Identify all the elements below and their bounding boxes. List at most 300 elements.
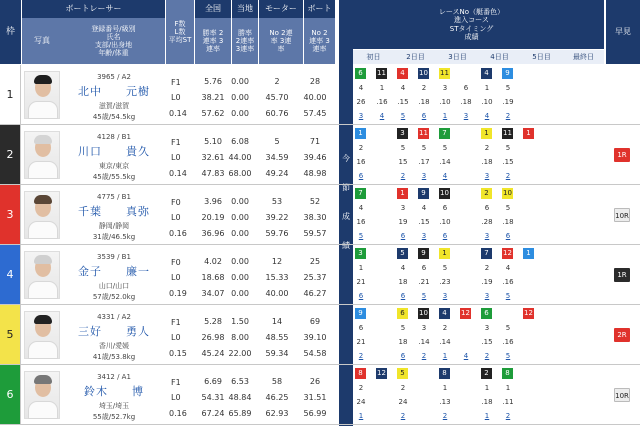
motor-stat: 59.76 [265,229,289,238]
course-value: 4 [421,204,427,212]
st-timing: .14 [439,338,451,346]
local-stat: 65.89 [228,409,252,418]
age-weight: 31歳/46.5kg [92,233,136,241]
race-number-box[interactable]: 1 [397,188,408,199]
course-value: 1 [442,384,448,392]
racer-photo[interactable] [24,191,60,239]
course-value: 2 [421,84,427,92]
finish-result[interactable]: 5 [505,352,511,360]
st-timing: .18 [418,98,430,106]
st-timing: .13 [439,398,451,406]
racer-row [0,65,640,125]
registration-class: 4128 / B1 [97,133,131,141]
st-timing: .15 [481,338,493,346]
race-number-box[interactable]: 9 [418,248,429,259]
racer-photo[interactable] [24,71,60,119]
st-timing: .18 [460,98,472,106]
branch-origin: 東京/東京 [98,162,130,170]
racer-row [0,305,640,365]
national-stat: 57.62 [201,109,225,118]
race-number-box[interactable]: 12 [377,369,386,377]
race-number-box[interactable]: 8 [355,368,366,379]
racer-name-link[interactable]: 千葉 真弥 [78,205,150,218]
registration-class: 4331 / A2 [97,313,131,321]
photo-body [28,221,58,239]
local-stat: 8.00 [231,333,249,342]
racer-info [62,365,166,424]
racer-info [62,65,166,124]
motor-stat: 39.22 [265,213,289,222]
race-number-box[interactable]: 4 [481,68,492,79]
local-stat: 0.00 [231,109,249,118]
course-value: 3 [442,84,448,92]
national-stat: 5.10 [204,137,222,146]
course-value: 5 [442,144,448,152]
racer-row [0,125,640,185]
motor-stat: 40.00 [265,289,289,298]
finish-result[interactable]: 2 [505,112,511,120]
race-number-box[interactable]: 12 [503,249,512,257]
photo-body [28,401,58,419]
finish-result[interactable]: 3 [421,172,427,180]
st-timing: .17 [418,158,430,166]
course-value: 1 [379,84,385,92]
photo-hair [34,315,52,324]
st-timing: .15 [397,98,409,106]
national-stat: 45.24 [201,349,225,358]
race-number-box[interactable]: 3 [355,248,366,259]
race-number-box[interactable]: 10 [503,189,512,197]
race-number-box[interactable]: 12 [461,309,470,317]
national-stat: 32.61 [201,153,225,162]
boat-stat: 48.98 [303,169,327,178]
course-value: 5 [505,144,511,152]
early-race-badge[interactable]: 1R [614,148,630,162]
st-timing: .10 [481,98,493,106]
national-stat: 38.21 [201,93,225,102]
finish-result[interactable]: 6 [442,232,448,240]
age-weight: 45歳/55.5kg [92,173,136,181]
age-header: 年齢/体重 [98,49,129,58]
race-number-box[interactable]: 11 [377,69,386,77]
racer-name-link[interactable]: 三好 勇人 [78,325,150,338]
boat-stat: 26 [309,377,321,386]
racer-photo[interactable] [24,251,60,299]
course-value: 5 [505,204,511,212]
finish-result[interactable]: 4 [442,172,448,180]
photo-header: 写真 [22,18,62,64]
day-label: 初日 [366,53,381,61]
course-value: 1 [484,84,490,92]
course-value: 2 [484,264,490,272]
race-number-box[interactable]: 10 [419,309,428,317]
race-number-box[interactable]: 4 [439,308,450,319]
course-value: 4 [400,264,406,272]
lane-number: 5 [0,305,21,364]
motor-stat: 12 [271,257,283,266]
finish-result[interactable]: 4 [463,352,469,360]
racer-name-link[interactable]: 鈴木 博 [84,385,144,398]
st-timing: 26 [356,98,366,106]
f-count: F0 [171,198,181,207]
st-timing: .16 [376,98,388,106]
race-number-box[interactable]: 2 [481,188,492,199]
racer-name-link[interactable]: 金子 廉一 [78,265,150,278]
national-stat: 36.96 [201,229,225,238]
finish-result[interactable]: 5 [505,292,511,300]
race-number-box[interactable]: 7 [439,128,450,139]
motor-header: モーター [259,0,303,18]
course-value: 5 [505,324,511,332]
finish-result[interactable]: 2 [421,352,427,360]
course-value: 2 [400,384,406,392]
boat-stat: 39.46 [303,153,327,162]
course-value: 1 [505,384,511,392]
race-record-header [339,0,604,49]
course-value: 2 [358,384,364,392]
st-header: 平均ST [168,36,192,45]
finish-result[interactable]: 6 [400,352,406,360]
f-header: F数 [174,19,186,28]
national-stat: 20.19 [201,213,225,222]
race-record-grid [353,68,533,124]
motor-stat: 48.55 [265,333,289,342]
course-value: 6 [358,324,364,332]
finish-result[interactable]: 6 [358,292,364,300]
racer-photo[interactable] [24,131,60,179]
local-stat: 0.00 [231,273,249,282]
st-timing: 24 [398,398,408,406]
motor-stat: 5 [274,137,280,146]
local-stat: 0.00 [231,213,249,222]
race-number-box[interactable]: 8 [439,368,450,379]
race-number-box[interactable]: 12 [524,309,533,317]
photo-body [28,281,58,299]
finish-result[interactable]: 3 [358,112,364,120]
st-timing: .19 [481,278,493,286]
course-value: 4 [358,84,364,92]
st-timing: 18 [398,338,408,346]
national-stat: 5.28 [204,317,222,326]
day-label: 2日目 [406,53,425,61]
racer-name-link[interactable]: 北中 元樹 [78,85,150,98]
day-label: 最終日 [573,53,594,61]
finish-result[interactable]: 2 [358,352,364,360]
finish-result[interactable]: 3 [421,232,427,240]
st-timing: .18 [481,398,493,406]
session-label-3: 成 [342,212,350,221]
branch-origin: 滋賀/滋賀 [98,102,130,110]
racer-name-link[interactable]: 川口 貴久 [78,145,150,158]
race-number-box[interactable]: 10 [419,69,428,77]
photo-body [28,101,58,119]
st-timing: .18 [481,158,493,166]
age-weight: 57歳/52.0kg [92,293,136,301]
name-header: 氏名 [106,32,121,41]
photo-hair [34,75,52,84]
boat-stat: 59.57 [303,229,327,238]
boat-stat: 28 [309,77,321,86]
boat-stat: 52 [309,197,321,206]
photo-hair [34,255,52,264]
race-number-box[interactable]: 1 [481,128,492,139]
lane-number: 4 [0,245,21,304]
photo-body [28,341,58,359]
national-stat: 5.76 [204,77,222,86]
finish-result[interactable]: 1 [358,412,364,420]
local-stat: 0.00 [231,93,249,102]
racer-group-header: ボートレーサー [22,0,165,18]
course-header: 進入コース [454,16,489,25]
local-stat: 44.00 [228,153,252,162]
racer-photo[interactable] [24,371,60,419]
racer-row [0,245,640,305]
st-timing: .16 [502,338,514,346]
course-value: 3 [400,204,406,212]
boat-stat: 56.99 [303,409,327,418]
finish-result[interactable]: 4 [379,112,385,120]
finish-result[interactable]: 5 [400,112,406,120]
boat-stat: 71 [309,137,321,146]
st-timing-header: STタイミング [449,24,494,33]
racer-photo[interactable] [24,311,60,359]
local-stat: 6.53 [231,377,249,386]
registration-class: 4775 / B1 [97,193,131,201]
session-label-4: 績 [342,241,350,250]
st-timing: .23 [439,278,451,286]
lane-number: 1 [0,65,21,124]
race-number-box[interactable]: 3 [397,128,408,139]
age-weight: 45歳/54.5kg [92,113,136,121]
racer-info [62,305,166,364]
boat-stat: 57.45 [303,109,327,118]
st-timing: 21 [356,338,366,346]
motor-stat: 58 [271,377,283,386]
boat-sub-header: No 2連率 3連率 [304,18,335,64]
photo-hair [34,135,52,144]
st-timing: .28 [481,218,493,226]
finish-result[interactable]: 3 [463,112,469,120]
finish-result[interactable]: 3 [442,292,448,300]
race-number-box[interactable]: 9 [418,188,429,199]
motor-stat: 59.34 [265,349,289,358]
finish-result[interactable]: 1 [442,352,448,360]
finish-result[interactable]: 4 [484,112,490,120]
boat-stat: 38.30 [303,213,327,222]
national-stat: 54.31 [201,393,225,402]
race-number-box[interactable]: 10 [440,189,449,197]
avg-st: 0.19 [169,289,187,298]
l-count: L0 [171,273,181,282]
racer-info [62,125,166,184]
national-stat: 3.96 [204,197,222,206]
lane-number: 2 [0,125,21,184]
finish-result[interactable]: 6 [358,172,364,180]
registration-class: 3539 / B1 [97,253,131,261]
course-value: 6 [442,204,448,212]
st-timing: 16 [356,158,366,166]
l-count: L0 [171,153,181,162]
finish-result[interactable]: 6 [505,232,511,240]
course-value: 5 [400,144,406,152]
national-stat: 26.98 [201,333,225,342]
racer-info [62,185,166,244]
finish-result[interactable]: 6 [400,292,406,300]
race-number-box[interactable]: 5 [397,368,408,379]
motor-stat: 62.93 [265,409,289,418]
st-timing: .18 [502,218,514,226]
local-stat: 22.00 [228,349,252,358]
l-header: L数 [174,27,186,36]
national-stat: 18.68 [201,273,225,282]
st-timing: 16 [356,218,366,226]
national-stat: 4.02 [204,257,222,266]
boat-header: ボート [304,0,335,18]
race-number-box[interactable]: 7 [355,188,366,199]
national-sub-header: 勝率 2連率 3連率 [195,18,231,64]
st-timing: 24 [356,398,366,406]
branch-header: 支部/出身地 [94,41,133,49]
race-number-box[interactable]: 4 [397,68,408,79]
local-stat: 68.00 [228,169,252,178]
branch-origin: 埼玉/埼玉 [98,402,130,410]
finish-result[interactable]: 2 [484,352,490,360]
age-weight: 41歳/53.8kg [92,353,136,361]
lane-number: 6 [0,365,21,424]
f-count: F1 [171,78,181,87]
race-record-grid [353,308,533,364]
st-timing: 18 [398,278,408,286]
l-count: L0 [171,393,181,402]
boat-stat: 39.10 [303,333,327,342]
finish-result[interactable]: 5 [358,232,364,240]
early-race-badge[interactable]: 10R [614,208,630,222]
course-value: 3 [484,324,490,332]
finish-result[interactable]: 3 [484,232,490,240]
race-number-box[interactable]: 6 [355,68,366,79]
photo-body [28,161,58,179]
boat-stat: 54.58 [303,349,327,358]
race-number-box[interactable]: 11 [503,129,512,137]
course-value: 5 [400,324,406,332]
finish-result[interactable]: 2 [505,412,511,420]
race-number-box[interactable]: 11 [440,69,449,77]
st-timing: .10 [439,218,451,226]
st-timing: 15 [398,158,408,166]
local-stat: 1.50 [231,317,249,326]
course-value: 6 [484,204,490,212]
f-count: F0 [171,258,181,267]
national-stat: 6.69 [204,377,222,386]
local-stat: 0.00 [231,77,249,86]
race-number-box[interactable]: 1 [355,128,366,139]
course-value: 2 [442,324,448,332]
finish-result[interactable]: 6 [400,232,406,240]
race-number-box[interactable]: 2 [481,368,492,379]
race-record-grid [353,188,533,244]
race-number-box[interactable]: 6 [481,308,492,319]
st-timing: .21 [418,278,430,286]
st-timing: .11 [502,398,514,406]
registration-class: 3412 / A1 [97,373,131,381]
race-number-box[interactable]: 1 [523,128,534,139]
st-timing: .14 [418,338,430,346]
boat-stat: 31.51 [303,393,327,402]
motor-stat: 46.25 [265,393,289,402]
day-label: 4日目 [490,53,509,61]
result-header: 成績 [464,32,479,41]
st-timing: .19 [502,98,514,106]
course-value: 4 [400,84,406,92]
early-race-badge[interactable]: 10R [614,388,630,402]
race-number-box[interactable]: 1 [439,248,450,259]
race-number-box[interactable]: 9 [355,308,366,319]
early-race-badge[interactable]: 2R [614,328,630,342]
race-record-grid [353,128,533,184]
race-number-box[interactable]: 9 [502,68,513,79]
race-number-box[interactable]: 6 [397,308,408,319]
motor-stat: 14 [271,317,283,326]
f-count: F1 [171,318,181,327]
local-stat: 0.00 [231,289,249,298]
boat-stat: 46.27 [303,289,327,298]
finish-result[interactable]: 2 [400,412,406,420]
early-header: 早見 [606,0,640,64]
race-number-box[interactable]: 5 [397,248,408,259]
photo-hair [34,375,52,384]
national-stat: 47.83 [201,169,225,178]
course-value: 2 [484,144,490,152]
boat-stat: 25 [309,257,321,266]
l-count: L0 [171,93,181,102]
race-number-box[interactable]: 7 [481,248,492,259]
early-race-badge[interactable]: 1R [614,268,630,282]
course-value: 4 [358,204,364,212]
motor-stat: 45.70 [265,93,289,102]
finish-result[interactable]: 5 [421,292,427,300]
registration-class: 3965 / A2 [97,73,131,81]
finish-result[interactable]: 2 [442,412,448,420]
racer-row [0,365,640,425]
branch-origin: 山口/山口 [98,282,130,290]
reg-header: 登録番号/級別 [91,24,136,33]
l-count: L0 [171,333,181,342]
finish-result[interactable]: 3 [484,172,490,180]
boat-stat: 40.00 [303,93,327,102]
motor-stat: 53 [271,197,283,206]
race-record-grid [353,368,533,424]
st-timing: .15 [418,218,430,226]
motor-stat: 15.33 [265,273,289,282]
finish-result[interactable]: 1 [442,112,448,120]
course-value: 3 [421,324,427,332]
finish-result[interactable]: 1 [484,412,490,420]
avg-st: 0.16 [169,229,187,238]
st-timing: 21 [356,278,366,286]
st-timing: .14 [439,158,451,166]
finish-result[interactable]: 2 [400,172,406,180]
national-stat: 34.07 [201,289,225,298]
finish-result[interactable]: 6 [421,112,427,120]
race-number-box[interactable]: 1 [523,248,534,259]
avg-st: 0.14 [169,109,187,118]
finish-result[interactable]: 2 [505,172,511,180]
race-number-box[interactable]: 11 [419,129,428,137]
st-timing: .15 [502,158,514,166]
finish-result[interactable]: 3 [484,292,490,300]
race-number-box[interactable]: 8 [502,368,513,379]
session-label-1: 今 [342,154,350,163]
